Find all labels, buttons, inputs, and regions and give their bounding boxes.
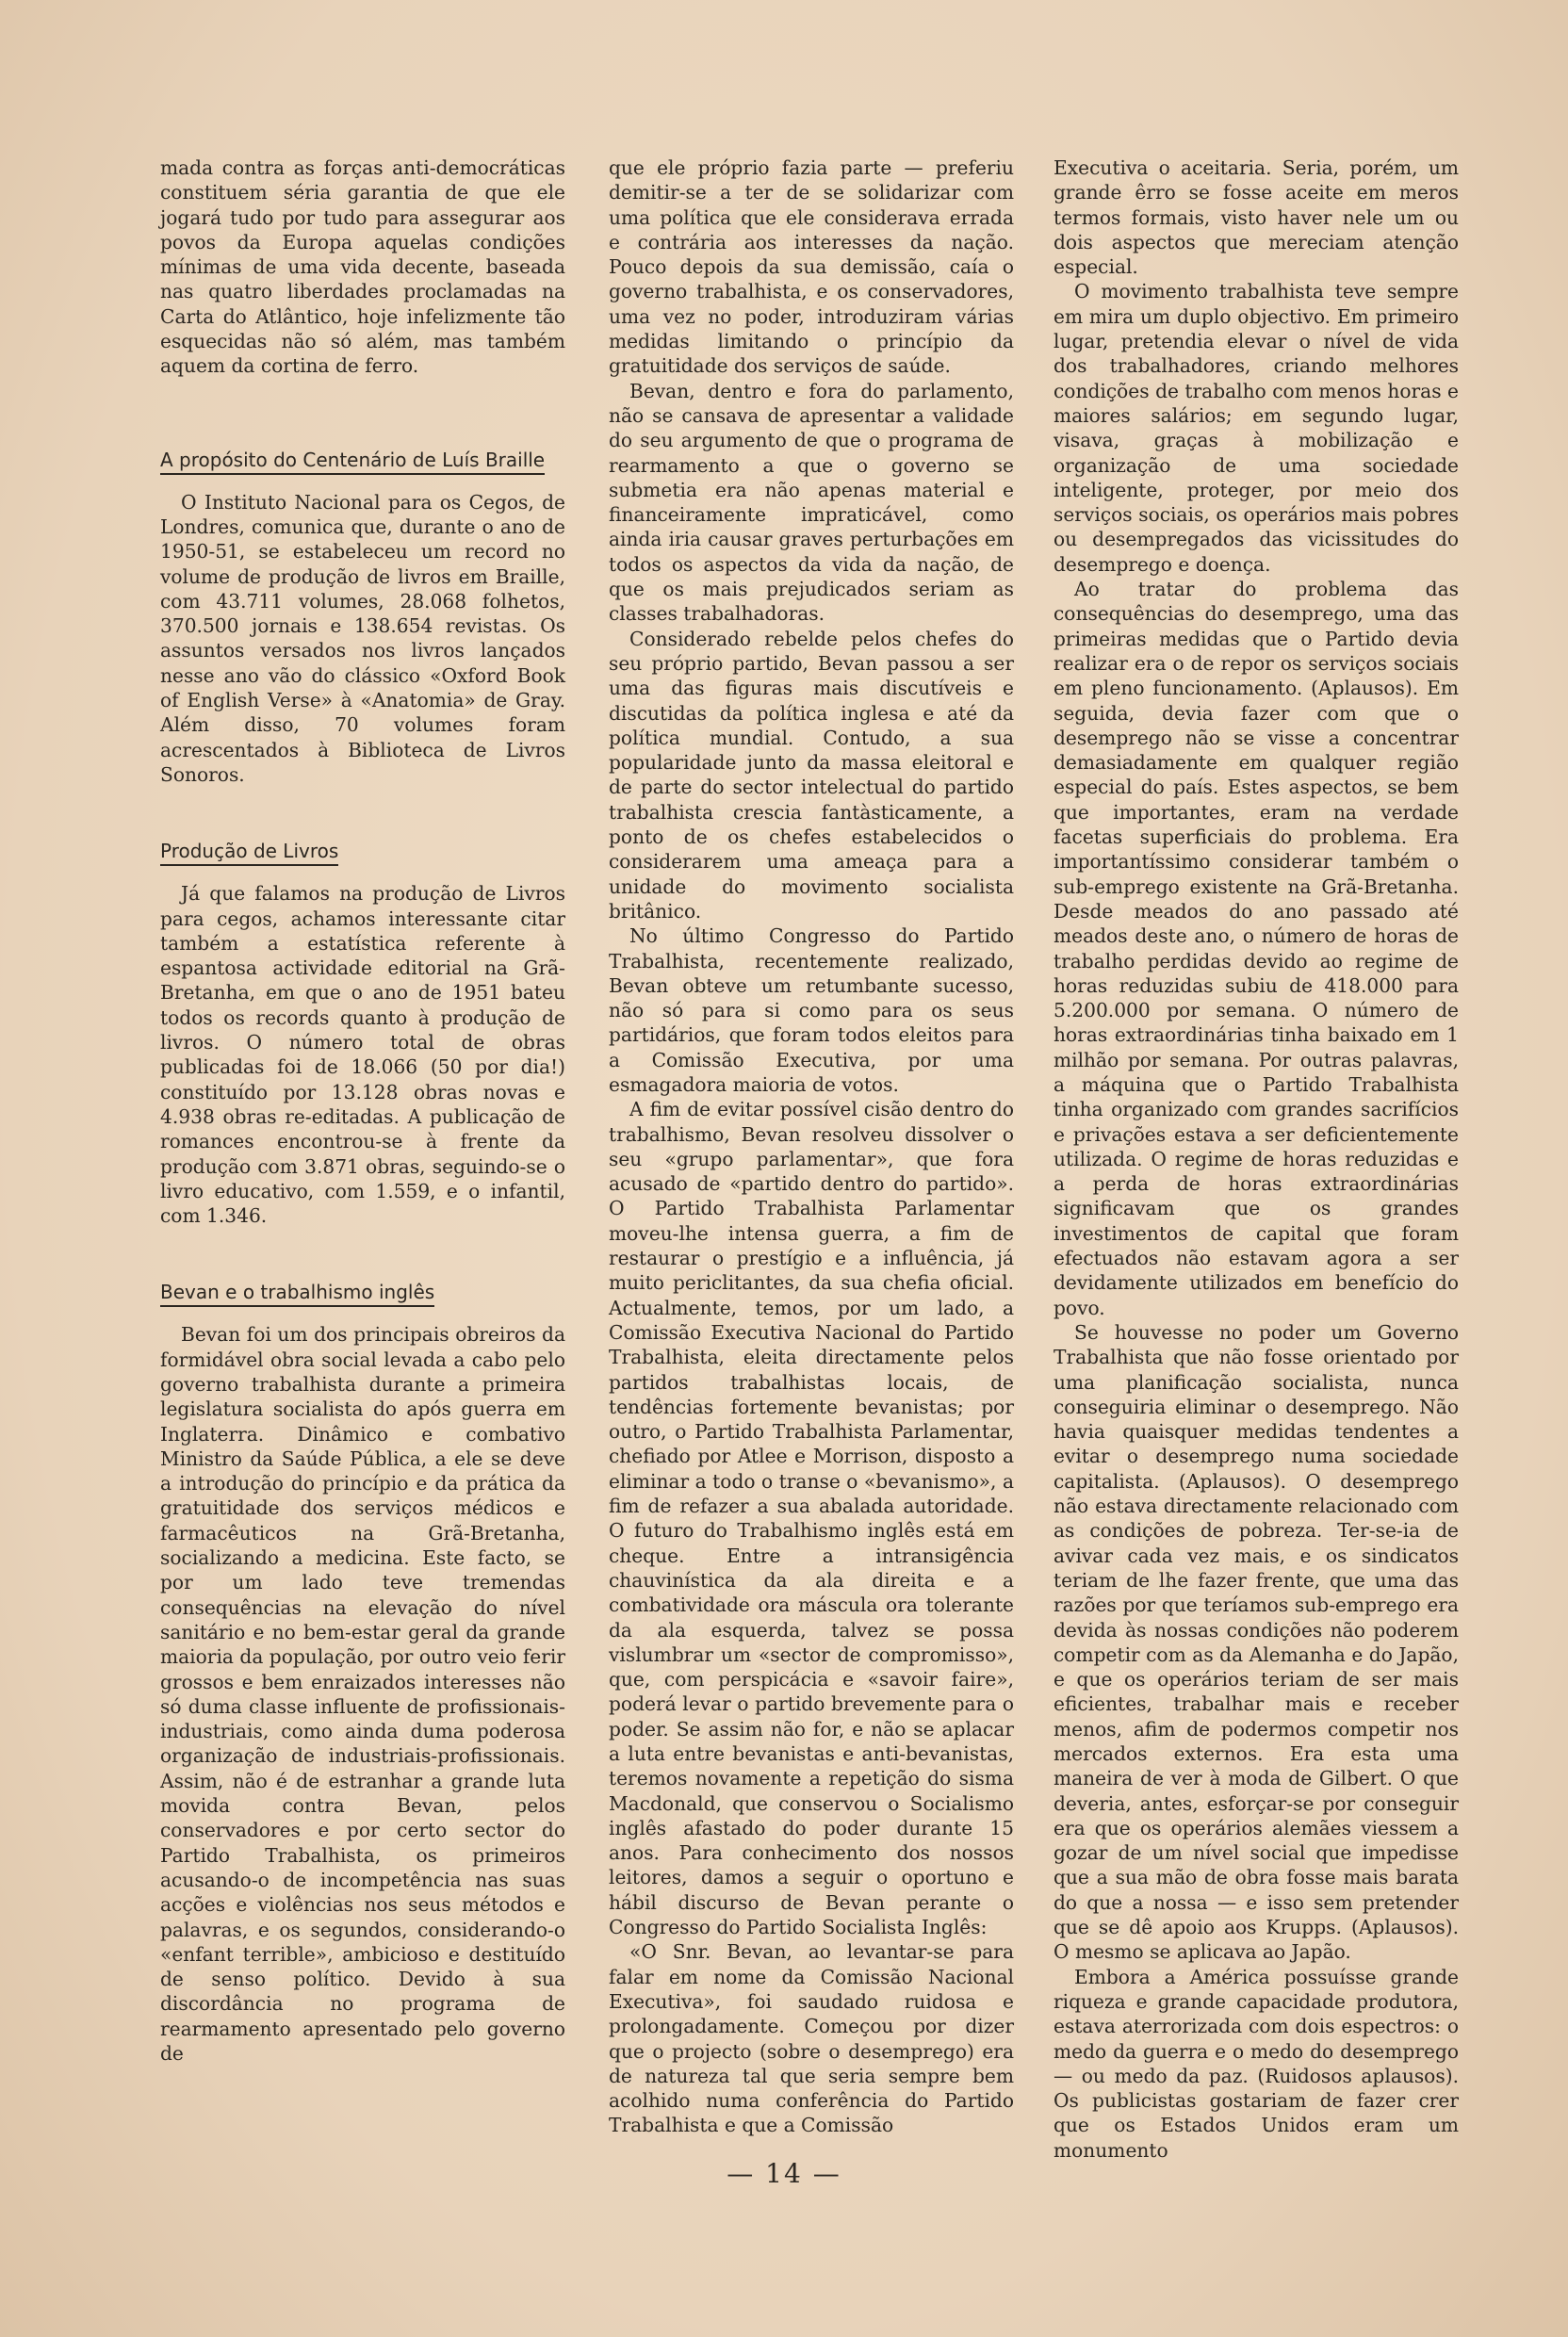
paragraph: O movimento trabalhista teve sempre em mira um duplo objectivo. Em primeiro lugar, pretendia elevar o nível de vida dos trabalhadores, criando melhores condições de trabalho com menos horas e maiores salários; em segundo lugar, visava, graças à mobilização e organização de uma sociedade inteligente, proteger, por meio dos serviços sociais, os operários mais pobres ou desempregados das vicissitudes do desemprego e doença. <box>1054 280 1459 576</box>
paragraph: Embora a América possuísse grande riqueza e grande capacidade produtora, estava aterrorizada com dois espectros: o medo da guerra e o medo do desemprego — ou medo da paz. (Ruidosos aplausos). Os publicistas gostariam de fazer crer que os Estados Unidos eram um monumento <box>1054 1965 1459 2162</box>
section-heading-braille: A propósito do Centenário de Luís Braille <box>160 447 565 473</box>
paragraph: Já que falamos na produção de Livros para cegos, achamos interessante citar também a estatística referente à espantosa actividade editorial na Grã-Bretanha, em que o ano de 1951 bateu todos os records quanto à produção de livros. O número total de obras publicadas foi de 18.066 (50 por dia!) constituído por 13.128 obras novas e 4.938 obras re-editadas. A publicação de romances encontrou-se à frente da produção com 3.871 obras, seguindo-se o livro educativo, com 1.559, e o infantil, com 1.346. <box>160 882 565 1228</box>
paragraph: Ao tratar do problema das consequências do desemprego, uma das primeiras medidas que o Partido devia realizar era o de repor os serviços sociais em pleno funcionamento. (Aplausos). Em seguida, devia fazer com que o desemprego não se visse a concentrar demasiadamente em qualquer região especial do país. Estes aspectos, se bem que importantes, eram na verdade facetas superficiais do problema. Era importantíssimo considerar também o sub-emprego existente na Grã-Bretanha. Desde meados do ano passado até meados deste ano, o número de horas de trabalho perdidas devido ao regime de horas reduzidas subiu de 418.000 para 5.200.000 por semana. O número de horas extraordinárias tinha baixado em 1 milhão por semana. Por outras palavras, a máquina que o Partido Trabalhista tinha organizado com grandes sacrifícios e privações estava a ser deficientemente utilizada. O regime de horas reduzidas e a perda de horas extraordinárias significavam que os grandes investimentos de capital que foram efectuados não estavam agora a ser devidamente utilizados em benefício do povo. <box>1054 578 1459 1319</box>
paragraph: mada contra as forças anti-democráticas constituem séria garantia de que ele jogará tudo por tudo para assegurar aos povos da Europa aquelas condições mínimas de uma vida decente, baseada nas quatro liberdades proclamadas na Carta do Atlântico, hoje infelizmente tão esquecidas não só além, mas também aquem da cortina de ferro. <box>160 156 565 378</box>
paragraph: que ele próprio fazia parte — preferiu demitir-se a ter de se solidarizar com uma política que ele considerava errada e contrária aos interesses da nação. Pouco depois da sua demissão, caía o governo trabalhista, e os conservadores, uma vez no poder, introduziram várias medidas limitando o princípio da gratuitidade dos serviços de saúde. <box>609 156 1014 378</box>
paragraph: Considerado rebelde pelos chefes do seu próprio partido, Bevan passou a ser uma das figuras mais discutíveis e discutidas da política inglesa e até da política mundial. Contudo, a sua popularidade junto da massa eleitoral e de parte do sector intelectual do partido trabalhista crescia fantàsticamente, a ponto de os chefes estabelecidos o considerarem uma ameaça para a unidade do movimento socialista britânico. <box>609 627 1014 923</box>
paragraph: «O Snr. Bevan, ao levantar-se para falar em nome da Comissão Nacional Executiva», foi saudado ruidosa e prolongadamente. Começou por dizer que o projecto (sobre o desemprego) era de natureza tal que seria sempre bem acolhido numa conferência do Partido Trabalhista e que a Comissão <box>609 1940 1014 2137</box>
section-heading-producao: Produção de Livros <box>160 838 565 864</box>
paragraph: Executiva o aceitaria. Seria, porém, um grande êrro se fosse aceite em meros termos formais, visto haver nele um ou dois aspectos que mereciam atenção especial. <box>1054 156 1459 279</box>
paragraph: O Instituto Nacional para os Cegos, de Londres, comunica que, durante o ano de 1950-51, se estabeleceu um record no volume de produção de livros em Braille, com 43.711 volumes, 28.068 folhetos, 370.500 jornais e 138.654 revistas. Os assuntos versados nos livros lançados nesse ano vão do clássico «Oxford Book of English Verse» à «Anatomia» de Gray. Além disso, 70 volumes foram acrescentados à Biblioteca de Livros Sonoros. <box>160 490 565 786</box>
paragraph: No último Congresso do Partido Trabalhista, recentemente realizado, Bevan obteve um retumbante sucesso, não só para si como para os seus partidários, que foram todos eleitos para a Comissão Executiva, por uma esmagadora maioria de votos. <box>609 924 1014 1096</box>
column-left <box>160 155 565 2066</box>
paragraph: A fim de evitar possível cisão dentro do trabalhismo, Bevan resolveu dissolver o seu «grupo parlamentar», que fora acusado de «partido dentro do partido». O Partido Trabalhista Parlamentar moveu-lhe intensa guerra, a fim de restaurar o prestígio e a influência, já muito periclitantes, da sua chefia oficial. Actualmente, temos, por um lado, a Comissão Executiva Nacional do Partido Trabalhista, eleita directamente pelos partidos trabalhistas locais, de tendências fortemente bevanistas; por outro, o Partido Trabalhista Parlamentar, chefiado por Atlee e Morrison, disposto a eliminar a todo o transe o «bevanismo», a fim de refazer a sua abalada autoridade. O futuro do Trabalhismo inglês está em cheque. Entre a intransigência chauvinística da ala direita e a combatividade ora máscula ora tolerante da ala esquerda, talvez se possa vislumbrar um «sector de compromisso», que, com perspicácia e «savoir faire», poderá levar o partido brevemente para o poder. Se assim não for, e não se aplacar a luta entre bevanistas e anti-bevanistas, teremos novamente a repetição do sisma Macdonald, que conservou o Socialismo inglês afastado do poder durante 15 anos. Para conhecimento dos nossos leitores, damos a seguir o oportuno e hábil discurso de Bevan perante o Congresso do Partido Socialista Inglês: <box>609 1098 1014 1939</box>
paragraph: Bevan, dentro e fora do parlamento, não se cansava de apresentar a validade do seu argumento de que o programa de rearmamento a que o governo se submetia era não apenas material e financeiramente impraticável, como ainda iria causar graves perturbações em todos os aspectos da vida da nação, de que os mais prejudicados seriam as classes trabalhadoras. <box>609 379 1014 626</box>
column-middle <box>609 155 1014 2138</box>
column-right <box>1054 155 1459 2163</box>
paragraph: Se houvesse no poder um Governo Trabalhista que não fosse orientado por uma planificação socialista, nunca conseguiria eliminar o desemprego. Não havia quaisquer medidas tendentes a evitar o desemprego numa sociedade capitalista. (Aplausos). O desemprego não estava directamente relacionado com as condições de pobreza. Ter-se-ia de avivar cada vez mais, e os sindicatos teriam de lhe fazer frente, que uma das razões por que teríamos sub-emprego era devida às nossas condições não poderem competir com as da Alemanha e do Japão, e que os operários teriam de ser mais eficientes, trabalhar mais e receber menos, afim de podermos competir nos mercados externos. Era esta uma maneira de ver à moda de Gilbert. O que deveria, antes, esforçar-se por conseguir era que os operários alemães viessem a gozar de um nível social que impedisse que a sua mão de obra fosse mais barata do que a nossa — e isso sem pretender que se dê apoio aos Krupps. (Aplausos). O mesmo se aplicava ao Japão. <box>1054 1320 1459 1964</box>
section-heading-bevan: Bevan e o trabalhismo inglês <box>160 1279 565 1305</box>
page-number: — 14 — <box>727 2158 841 2189</box>
paragraph: Bevan foi um dos principais obreiros da formidável obra social levada a cabo pelo governo trabalhista durante a primeira legislatura socialista do após guerra em Inglaterra. Dinâmico e combativo Ministro da Saúde Pública, a ele se deve a introdução do princípio e da prática da gratuitidade dos serviços médicos e farmacêuticos na Grã-Bretanha, socializando a medicina. Este facto, se por um lado teve tremendas consequências na elevação do nível sanitário e no bem-estar geral da grande maioria da população, por outro veio ferir grossos e bem enraizados interesses não só duma classe influente de profissionais-industriais, como ainda duma poderosa organização de industriais-profissionais. Assim, não é de estranhar a grande luta movida contra Bevan, pelos conservadores e por certo sector do Partido Trabalhista, os primeiros acusando-o de incompetência nas suas acções e violências nos seus métodos e palavras, e os segundos, considerando-o «enfant terrible», ambicioso e destituído de senso político. Devido à sua discordância no programa de rearmamento apresentado pelo governo de <box>160 1323 565 2065</box>
